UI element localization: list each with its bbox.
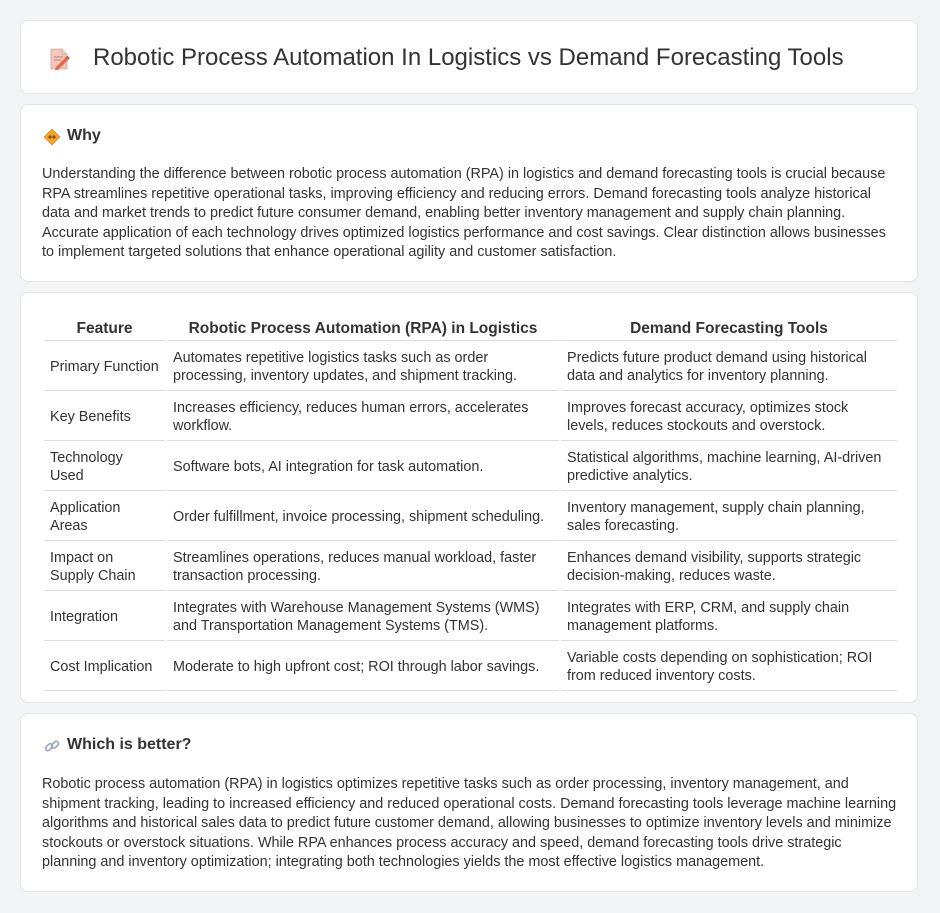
why-heading: Why bbox=[67, 127, 101, 144]
feature-cell: Impact on Supply Chain bbox=[44, 543, 165, 591]
forecasting-cell: Improves forecast accuracy, optimizes stock levels, reduces stockouts and overstock. bbox=[561, 393, 897, 441]
rpa-cell: Streamlines operations, reduces manual workload, faster transaction processing. bbox=[167, 543, 559, 591]
which-better-text: Robotic process automation (RPA) in logistics optimizes repetitive tasks such as order processing, inventory management, and shipment tracking, leading to increased efficiency and reduced operational costs. Demand forecasting tools leverage machine learning algorithms and historical sales data to predict future customer demand, allowing businesses to optimize inventory levels and minimize stockouts or overstock situations. While RPA enhances process accuracy and speed, demand forecasting tools drive strategic planning and inventory optimization; integrating both technologies yields the most effective logistics management. bbox=[42, 776, 897, 871]
table-row bbox=[44, 593, 897, 641]
table-row bbox=[44, 343, 897, 391]
which-better-heading: Which is better? bbox=[67, 736, 192, 753]
link-icon bbox=[43, 737, 61, 755]
table-row bbox=[44, 443, 897, 491]
feature-cell: Integration bbox=[44, 593, 165, 641]
diamond-sign-icon bbox=[43, 128, 61, 146]
rpa-cell: Integrates with Warehouse Management Systems (WMS) and Transportation Management Systems (TMS). bbox=[167, 593, 559, 641]
comparison-section bbox=[20, 292, 918, 703]
table-row bbox=[44, 393, 897, 441]
rpa-cell: Moderate to high upfront cost; ROI through labor savings. bbox=[167, 643, 559, 691]
forecasting-cell: Inventory management, supply chain planning, sales forecasting. bbox=[561, 493, 897, 541]
column-header-forecasting: Demand Forecasting Tools bbox=[561, 317, 897, 341]
forecasting-cell: Enhances demand visibility, supports strategic decision-making, reduces waste. bbox=[561, 543, 897, 591]
rpa-cell: Automates repetitive logistics tasks such as order processing, inventory updates, and shipment tracking. bbox=[167, 343, 559, 391]
forecasting-cell: Integrates with ERP, CRM, and supply chain management platforms. bbox=[561, 593, 897, 641]
feature-cell: Cost Implication bbox=[44, 643, 165, 691]
feature-cell: Primary Function bbox=[44, 343, 165, 391]
forecasting-cell: Variable costs depending on sophistication; ROI from reduced inventory costs. bbox=[561, 643, 897, 691]
feature-cell: Technology Used bbox=[44, 443, 165, 491]
why-section bbox=[20, 104, 918, 282]
page-title: Robotic Process Automation In Logistics vs Demand Forecasting Tools bbox=[93, 44, 844, 71]
column-header-rpa: Robotic Process Automation (RPA) in Logistics bbox=[167, 317, 559, 341]
feature-cell: Application Areas bbox=[44, 493, 165, 541]
table-row bbox=[44, 493, 897, 541]
document-pencil-icon bbox=[48, 47, 70, 71]
title-card bbox=[20, 20, 918, 94]
rpa-cell: Increases efficiency, reduces human errors, accelerates workflow. bbox=[167, 393, 559, 441]
forecasting-cell: Statistical algorithms, machine learning, AI-driven predictive analytics. bbox=[561, 443, 897, 491]
rpa-cell: Order fulfillment, invoice processing, shipment scheduling. bbox=[167, 493, 559, 541]
table-header-row bbox=[44, 317, 897, 341]
comparison-table bbox=[42, 315, 899, 693]
feature-cell: Key Benefits bbox=[44, 393, 165, 441]
table-row bbox=[44, 643, 897, 691]
column-header-feature: Feature bbox=[44, 317, 165, 341]
which-better-section bbox=[20, 713, 918, 892]
why-text: Understanding the difference between robotic process automation (RPA) in logistics and demand forecasting tools is crucial because RPA streamlines repetitive operational tasks, improving efficiency and reducing errors. Demand forecasting tools analyze historical data and market trends to predict future consumer demand, enabling better inventory management and supply chain planning. Accurate application of each technology drives optimized logistics performance and cost savings. Clear distinction allows businesses to implement targeted solutions that enhance operational agility and customer satisfaction. bbox=[42, 166, 886, 261]
rpa-cell: Software bots, AI integration for task automation. bbox=[167, 443, 559, 491]
table-row bbox=[44, 543, 897, 591]
forecasting-cell: Predicts future product demand using historical data and analytics for inventory planning. bbox=[561, 343, 897, 391]
